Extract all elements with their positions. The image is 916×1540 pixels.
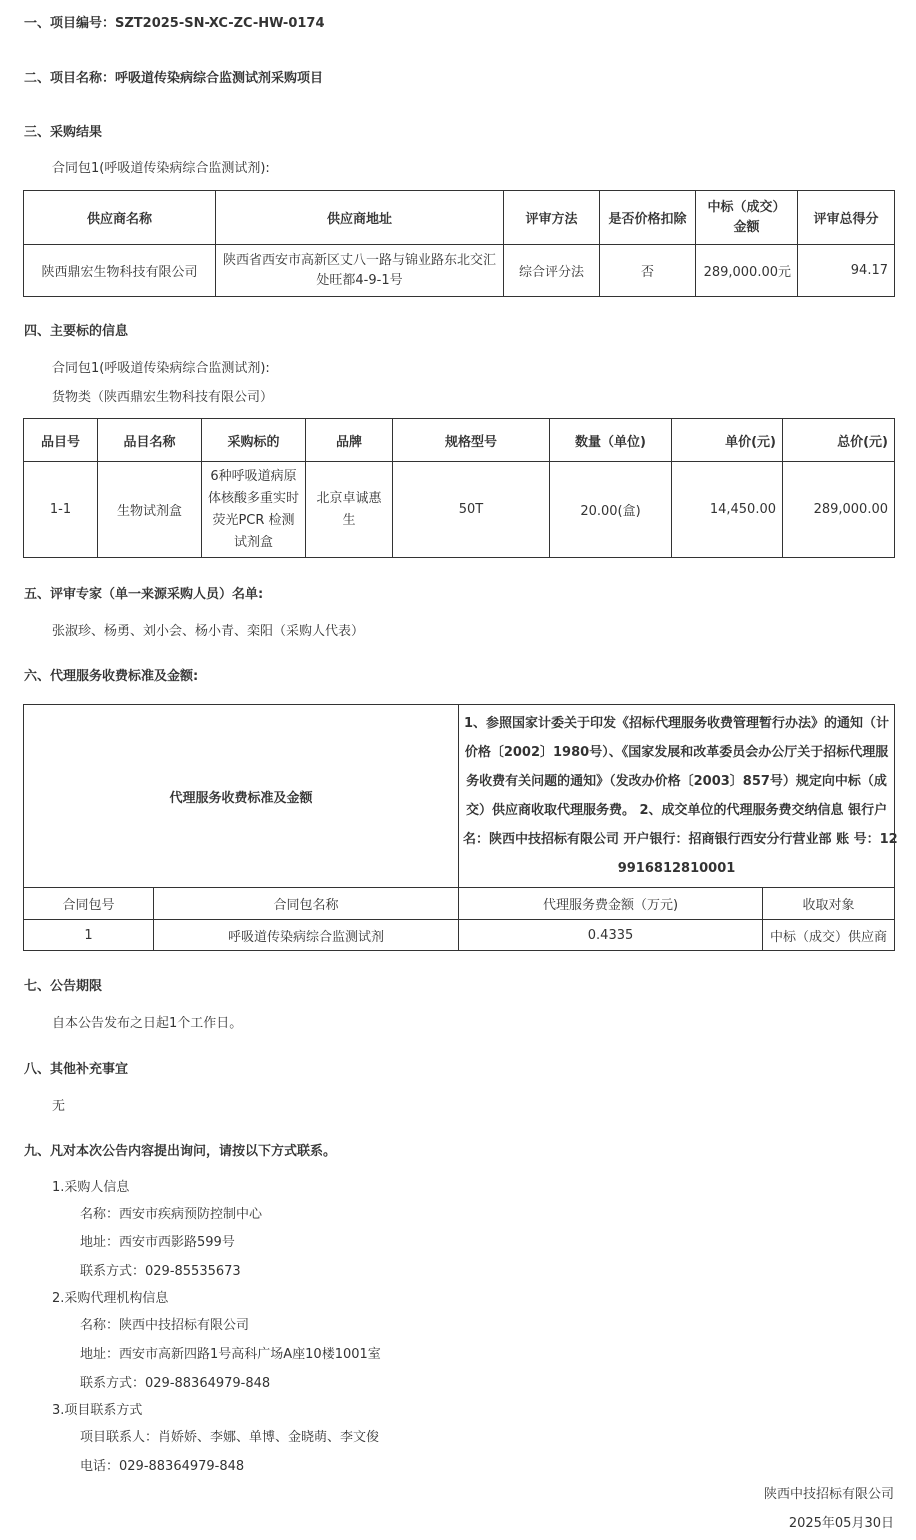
total-score: 94.17 <box>798 245 895 297</box>
result-table-header <box>24 191 895 245</box>
item-brand-line2: 生 <box>342 512 356 528</box>
experts-list: 张淑珍、杨勇、刘小会、杨小青、栾阳（采购人代表） <box>52 624 365 639</box>
project-number-value: SZT2025-SN-XC-ZC-HW-0174 <box>115 16 325 31</box>
item-target-line3: 荧光PCR 检测 <box>212 512 295 528</box>
items-category-label: 货物类（陕西鼎宏生物科技有限公司） <box>52 390 274 405</box>
fee-table-header <box>24 888 895 920</box>
header-amount-line2: 金额 <box>733 219 760 235</box>
item-brand <box>306 462 393 558</box>
item-brand-line1: 北京卓诚惠 <box>316 490 382 506</box>
header-package-name: 合同包名称 <box>154 888 459 920</box>
header-amount <box>696 191 798 245</box>
fee-desc-line4: 交）供应商收取代理服务费。 2、成交单位的代理服务费交纳信息 银行户 <box>465 803 888 818</box>
header-supplier-address: 供应商地址 <box>216 191 504 245</box>
fee-standard-desc <box>459 705 898 888</box>
price-deduct: 否 <box>600 245 696 297</box>
section-title-experts: 五、评审专家（单一来源采购人员）名单: <box>24 587 264 602</box>
section-title-items: 四、主要标的信息 <box>24 324 129 339</box>
fee-standard-label: 代理服务收费标准及金额 <box>24 705 459 888</box>
items-table-header <box>24 419 895 462</box>
fee-desc-line6: 9916812810001 <box>617 861 736 876</box>
header-supplier-name: 供应商名称 <box>24 191 216 245</box>
header-fee-amount: 代理服务费金额（万元) <box>459 888 763 920</box>
item-target-line2: 体核酸多重实时 <box>208 490 300 506</box>
fee-package-no: 1 <box>24 920 154 951</box>
fee-desc-line3: 务收费有关问题的通知》（发改办价格〔2003〕857号）规定向中标（成 <box>466 774 887 789</box>
header-spec: 规格型号 <box>393 419 550 462</box>
section-title-result: 三、采购结果 <box>24 125 103 140</box>
table-row <box>24 920 895 951</box>
item-no: 1-1 <box>24 462 98 558</box>
fee-target: 中标（成交）供应商 <box>763 920 895 951</box>
items-table <box>23 418 895 558</box>
footer-company: 陕西中技招标有限公司 <box>763 1487 894 1502</box>
header-qty: 数量（单位) <box>550 419 672 462</box>
project-contact-title: 3.项目联系方式 <box>52 1403 143 1418</box>
project-name-value: 呼吸道传染病综合监测试剂采购项目 <box>115 71 324 86</box>
header-method: 评审方法 <box>504 191 600 245</box>
fee-desc-line5: 名：陕西中技招标有限公司 开户银行：招商银行西安分行营业部 账 号：12 <box>463 832 898 847</box>
fee-desc-line2: 价格〔2002〕1980号）、《国家发展和改革委员会办公厅关于招标代理服 <box>464 745 889 760</box>
items-package-label: 合同包1(呼吸道传染病综合监测试剂): <box>52 361 270 376</box>
project-name-label: 二、项目名称： <box>24 71 116 86</box>
item-qty: 20.00(盒) <box>550 462 672 558</box>
buyer-address: 地址：西安市西影路599号 <box>80 1235 235 1250</box>
section-title-fees: 六、代理服务收费标准及金额: <box>24 669 199 684</box>
project-number-label: 一、项目编号： <box>24 16 116 31</box>
item-name: 生物试剂盒 <box>98 462 202 558</box>
project-name <box>24 67 323 86</box>
header-price-deduct: 是否价格扣除 <box>600 191 696 245</box>
header-item-name: 品目名称 <box>98 419 202 462</box>
supplier-address <box>216 245 504 297</box>
table-row <box>24 245 895 297</box>
project-contact-people: 项目联系人：肖娇娇、李娜、单博、金晓萌、李文俊 <box>80 1430 380 1445</box>
header-amount-line1: 中标（成交） <box>707 199 786 215</box>
fee-standard-row <box>24 705 895 888</box>
section-title-other: 八、其他补充事宜 <box>24 1062 129 1077</box>
item-target-line1: 6种呼吸道病原 <box>210 468 297 484</box>
item-target <box>202 462 306 558</box>
header-total-price: 总价(元) <box>783 419 895 462</box>
other-text: 无 <box>52 1099 66 1114</box>
agent-phone: 联系方式：029-88364979-848 <box>80 1376 271 1391</box>
table-row <box>24 462 895 558</box>
header-unit-price: 单价(元) <box>672 419 783 462</box>
buyer-phone: 联系方式：029-85535673 <box>80 1264 241 1279</box>
header-item-no: 品目号 <box>24 419 98 462</box>
result-table <box>23 190 895 297</box>
agent-address: 地址：西安市高新四路1号高科广场A座10楼1001室 <box>80 1347 381 1362</box>
period-text: 自本公告发布之日起1个工作日。 <box>52 1016 243 1031</box>
header-score: 评审总得分 <box>798 191 895 245</box>
agent-name: 名称：陕西中技招标有限公司 <box>80 1318 250 1333</box>
section-title-contact: 九、凡对本次公告内容提出询问，请按以下方式联系。 <box>24 1144 337 1159</box>
supplier-name: 陕西鼎宏生物科技有限公司 <box>24 245 216 297</box>
footer-date: 2025年05月30日 <box>788 1516 894 1531</box>
buyer-title: 1.采购人信息 <box>52 1180 130 1195</box>
project-number <box>24 12 325 31</box>
fee-package-name: 呼吸道传染病综合监测试剂 <box>154 920 459 951</box>
supplier-address-line2: 处旺都4-9-1号 <box>316 272 403 288</box>
item-target-line4: 试剂盒 <box>233 534 273 550</box>
review-method: 综合评分法 <box>504 245 600 297</box>
section-title-period: 七、公告期限 <box>24 979 103 994</box>
fee-desc-line1: 1、参照国家计委关于印发《招标代理服务收费管理暂行办法》的通知（计 <box>464 716 890 731</box>
item-unit-price: 14,450.00 <box>672 462 783 558</box>
buyer-name: 名称：西安市疾病预防控制中心 <box>80 1207 263 1222</box>
item-spec: 50T <box>393 462 550 558</box>
fee-amount: 0.4335 <box>459 920 763 951</box>
header-package-no: 合同包号 <box>24 888 154 920</box>
result-package-label: 合同包1(呼吸道传染病综合监测试剂): <box>52 161 270 176</box>
bid-amount: 289,000.00元 <box>696 245 798 297</box>
header-item-target: 采购标的 <box>202 419 306 462</box>
item-total-price: 289,000.00 <box>783 462 895 558</box>
project-contact-phone: 电话：029-88364979-848 <box>80 1459 245 1474</box>
header-fee-target: 收取对象 <box>763 888 895 920</box>
fee-table <box>23 704 898 951</box>
agent-title: 2.采购代理机构信息 <box>52 1291 169 1306</box>
header-brand: 品牌 <box>306 419 393 462</box>
supplier-address-line1: 陕西省西安市高新区丈八一路与锦业路东北交汇 <box>222 252 496 268</box>
